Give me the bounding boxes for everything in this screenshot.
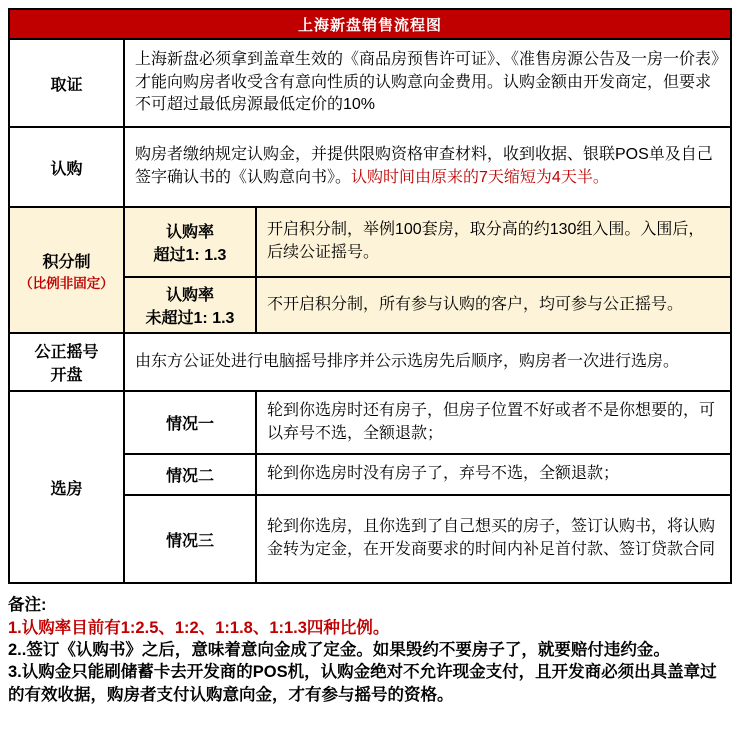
note-item-3: 3.认购金只能刷储蓄卡去开发商的POS机，认购金绝对不允许现金支付，且开发商必须出具盖章过的有效收据，购房者支付认购意向金，才有参与摇号的资格。 [8,663,717,704]
points-system-row-over [9,207,731,277]
house-selection-row-case1 [9,391,731,454]
case1-label: 情况一 [124,391,256,454]
page-title: 上海新盘销售流程图 [9,9,731,39]
step-label-lottery [9,333,124,391]
step-label-points-system [9,207,124,333]
case2-label: 情况二 [124,454,256,495]
step-label-subscription: 认购 [9,127,124,207]
sales-process-table [8,8,732,584]
step-label-certificate: 取证 [9,39,124,127]
step-content-subscription [124,127,731,207]
condition-rate-under-line2: 未超过1: 1.3 [145,310,235,327]
condition-rate-over-line1: 认购率 [165,224,214,241]
case3-content: 轮到你选房，且你选到了自己想买的房子，签订认购书，将认购金转为定金，在开发商要求的时间内补足首付款、签订贷款合同 [256,495,731,583]
condition-rate-over-line2: 超过1: 1.3 [153,247,227,264]
notes-heading: 备注: [8,596,47,615]
condition-rate-over [124,207,256,277]
note-item-1: 1.认购率目前有1:2.5、1:2、1:1.8、1:1.3四种比例。 [8,618,390,637]
note-item-2: 2..签订《认购书》之后，意味着意向金成了定金。如果毁约不要房子了，就要赔付违约金。 [8,641,670,660]
points-system-note: （比例非固定） [19,275,114,291]
notes-section [8,594,732,706]
lottery-label-line2: 开盘 [50,367,83,384]
points-system-label: 积分制 [42,253,91,271]
step-content-lottery: 由东方公证处进行电脑摇号排序并公示选房先后顺序，购房者一次进行选房。 [124,333,731,391]
lottery-label-line1: 公正摇号 [34,344,99,361]
points-system-content-over: 开启积分制，举例100套房，取分高的约130组入围。入围后，后续公证摇号。 [256,207,731,277]
step-label-house-selection: 选房 [9,391,124,583]
step-content-certificate: 上海新盘必须拿到盖章生效的《商品房预售许可证》、《准售房源公告及一房一价表》才能向购房者收受含有意向性质的认购意向金费用。认购金额由开发商定，但要求不可超过最低房源最低定价的10% [124,39,731,127]
points-system-content-under: 不开启积分制，所有参与认购的客户，均可参与公正摇号。 [256,277,731,333]
case1-content: 轮到你选房时还有房子，但房子位置不好或者不是你想要的，可以弃号不选，全额退款； [256,391,731,454]
title-row [9,9,731,39]
step-row-certificate [9,39,731,127]
condition-rate-under [124,277,256,333]
case2-content: 轮到你选房时没有房子了，弃号不选，全额退款； [256,454,731,495]
subscription-text: 购房者缴纳规定认购金，并提供限购资格审查材料，收到收据、银联POS单及自己签字确认书的《认购意向书》。 [135,146,713,186]
case3-label: 情况三 [124,495,256,583]
subscription-highlight-text: 认购时间由原来的7天缩短为4天半。 [351,169,609,186]
step-row-subscription [9,127,731,207]
condition-rate-under-line1: 认购率 [165,287,214,304]
step-row-lottery [9,333,731,391]
